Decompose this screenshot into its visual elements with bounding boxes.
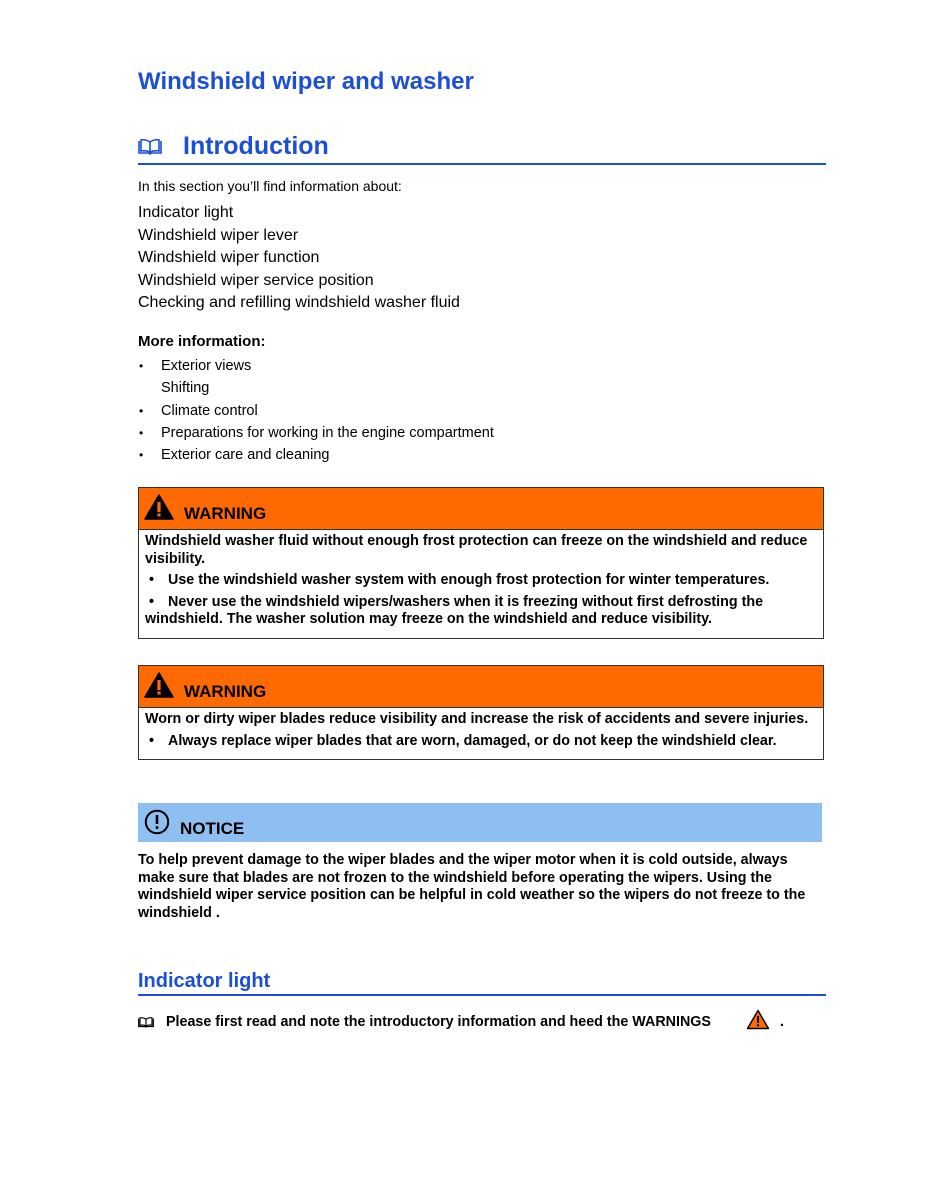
more-info-link[interactable]: • Climate control xyxy=(138,400,494,422)
warning-label: WARNING xyxy=(184,504,267,523)
more-info-link[interactable]: Shifting xyxy=(161,380,210,397)
warning-triangle-icon xyxy=(144,494,174,520)
chapter-title: Windshield wiper and washer xyxy=(138,68,474,95)
warning-header xyxy=(139,488,823,530)
section-title: Introduction xyxy=(183,132,329,160)
more-info-link[interactable]: • Exterior care and cleaning xyxy=(138,444,494,466)
read-first-text: Please first read and note the introductory information and heed the WARNINGS xyxy=(166,1014,711,1030)
warning-triangle-icon[interactable] xyxy=(746,1009,770,1030)
warning-bullet: • Never use the windshield wipers/washers when it is freezing without first defrosting the windshield. The washer solution may freeze on the windshield and reduce visibility. xyxy=(145,593,764,628)
notice-header xyxy=(138,803,822,842)
intro-lead: In this section you’ll find information about: xyxy=(138,178,402,194)
warning-bullet: • Always replace wiper blades that are worn, damaged, or do not keep the windshield clear. xyxy=(145,732,777,749)
warning-header xyxy=(139,666,823,708)
warning-body xyxy=(139,530,823,638)
topic-link[interactable]: Windshield wiper lever xyxy=(138,226,299,244)
topic-list xyxy=(138,202,460,315)
topic-link[interactable]: Checking and refilling windshield washer fluid xyxy=(138,294,460,312)
read-first-period: . xyxy=(780,1014,784,1030)
more-info-list xyxy=(138,355,494,466)
topic-link[interactable]: Indicator light xyxy=(138,204,234,221)
warning-triangle-icon xyxy=(144,672,174,698)
warning-text: Worn or dirty wiper blades reduce visibility and increase the risk of accidents and severe injuries. xyxy=(145,711,809,727)
section-header-introduction xyxy=(138,130,826,165)
warning-label: WARNING xyxy=(184,682,267,701)
warning-box xyxy=(138,665,824,760)
more-info-heading: More information: xyxy=(138,333,266,350)
section-header-indicator-light xyxy=(138,968,826,996)
book-icon xyxy=(138,1017,154,1028)
topic-link[interactable]: Windshield wiper service position xyxy=(138,271,374,289)
warning-box xyxy=(138,487,824,639)
warning-bullet: • Use the windshield washer system with enough frost protection for winter temperatures. xyxy=(145,572,770,589)
more-info-link[interactable]: • Preparations for working in the engine compartment xyxy=(138,422,494,444)
topic-link[interactable]: Windshield wiper function xyxy=(138,249,320,267)
read-first-note xyxy=(138,1012,826,1036)
notice-label: NOTICE xyxy=(180,819,245,838)
book-icon xyxy=(138,139,162,155)
exclamation-circle-icon xyxy=(144,809,170,835)
more-info-link[interactable]: • Exterior views xyxy=(138,355,494,377)
notice-text: To help prevent damage to the wiper blades and the wiper motor when it is cold outside, always make sure that blades are not frozen to the windshield before operating the wipers. Using the windshield wiper service position can be helpful in cold weather so the wipers do not freeze to the windshield . xyxy=(138,852,806,921)
warning-body xyxy=(139,708,823,759)
section-title: Indicator light xyxy=(138,970,271,992)
warning-text: Windshield washer fluid without enough frost protection can freeze on the windshield and reduce visibility. xyxy=(145,533,808,567)
